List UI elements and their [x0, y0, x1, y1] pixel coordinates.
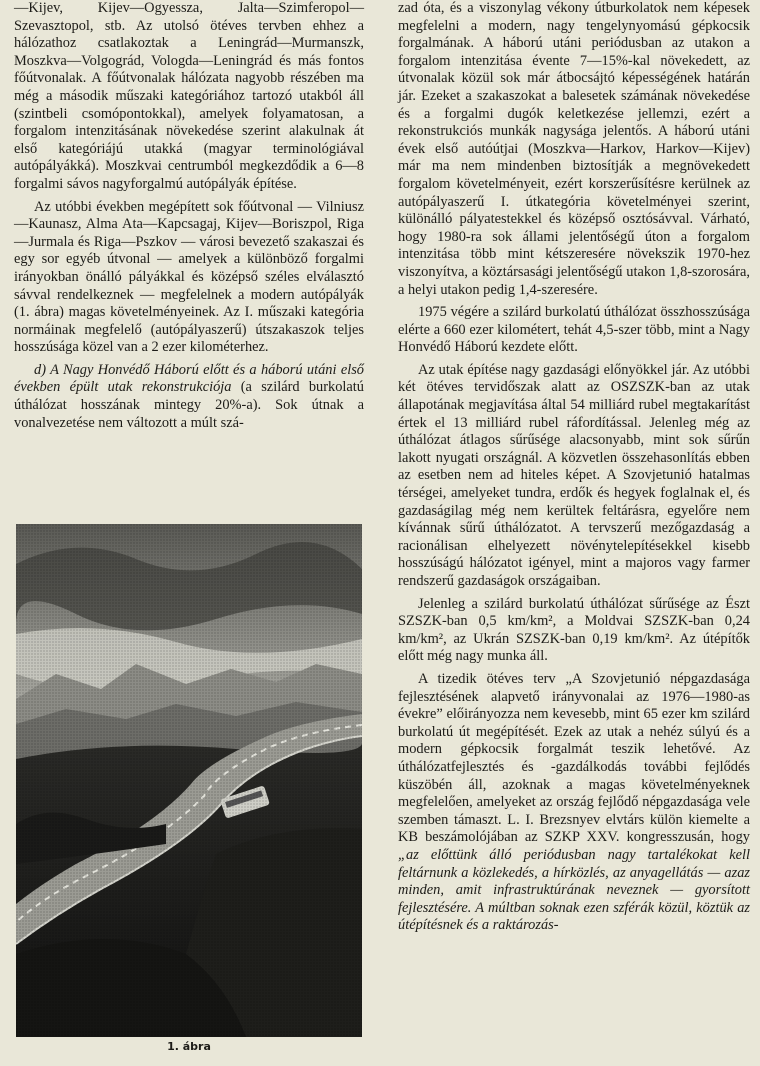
- left-column: [14, 0, 364, 432]
- right-paragraph-4: Jelenleg a szilárd burkolatú úthálózat sűrűsége az Észt SZSZK-ban 0,5 km/km², a Moldvai SZSZK-ban 0,24 km/km², az Ukrán SZSZK-ban 0,19 km/km². Az útépítők előtt még nagy munka áll.: [398, 595, 750, 665]
- figure-caption: 1. ábra: [167, 1040, 211, 1053]
- left-paragraph-1: —Kijev, Kijev—Ogyessza, Jalta—Szimferopol—Szevasztopol, stb. Az utolsó ötéves tervben ehhez a hálózathoz csatlakoztak a Leningrád—Murmanszk, Moszkva—Volgográd, Vologda—Leningrád és más fontos főútvonalak. A főútvonalak hálózata nagyobb részében ma még a második műszaki kategóriához tartozó utakból áll (szintbeli csomópontokkal), amelyek folyamatosan, a forgalom intenzitásának növekedése szerint alakulnak át első kategóriájú utakká (magyar terminológiával autópályákká). Moszkvai centrumból megkezdődik a 6—8 forgalmi sávos nagyforgalmú autópályák építése.: [14, 0, 364, 192]
- brezhnev-quote: „az előttünk álló periódusban nagy tartalékokat kell feltárnunk a közlekedés, a hírközlés, az anyagellátás — azaz minden, amit infrastruktúrának neveznek — gyorsított fejlesztésére. A múltban soknak ezen szférák közül, köztük az útépítésnek és a raktározás-: [398, 846, 750, 934]
- plan-text: A tizedik ötéves terv „A Szovjetunió népgazdasága fejlesztésének alapvető irányvonalai az 1976—1980-as évekre” előirányozza nem kevesebb, mint 65 ezer km szilárd burkolatú út megépítését. Ezek az utak a nehéz súlyú és a modern gépkocsik forgalmát teszik lehetővé. Az úthálózatfejlesztés és -gazdálkodás további fejlődés küszöbén áll, azoknak a magas követelményeknek megfelelően, amelyeket az ország fejlődő népgazdasága vele szemben támaszt. L. I. Brezsnyev elvtárs külön kiemelte a KB beszámolójában az SZKP XXV. kongresszusán, hogy: [398, 670, 750, 846]
- right-paragraph-3: Az utak építése nagy gazdasági előnyökkel jár. Az utóbbi két ötéves tervidőszak alatt az OSZSZK-ban az utak állapotának megjavítása által 54 milliárd rubel megtakarítást értek el 13 milliárd rubel ráfordítással. Jelenleg még az úthálózat átlagos sűrűsége alacsonyabb, mint sok sűrűn lakott nyugati országnál. A közvetlen összehasonlítás ebben az esetben nem ad hiteles képet. A Szovjetunió hatalmas térségei, amelyeket tundra, erdők és hegyek foglalnak el, és gazdaságilag még nem kerültek feltárásra, egyelőre nem kívánnak sűrű úthálózatot. A tervszerű mezőgazdaság a racionálisan elhelyezett növénytelepítésekkel kisebb hosszúságú hálózatot igényel, mint a majoros vagy farmer rendszerű gazdaságok országaiban.: [398, 361, 750, 589]
- right-paragraph-5: [398, 671, 750, 935]
- left-paragraph-2: Az utóbbi években megépített sok főútvonal — Vilniusz—Kaunasz, Alma Ata—Kapcsagaj, Kijev—Boriszpol, Riga—Jurmala és Riga—Pszkov — városi bevezető szakaszai és egy sor egyéb útvonal — amelyek a különböző forgalmi irányokban önálló pályákkal és középső széles elválasztó sávval rendelkeznek — megfelelnek a modern autópályák (1. ábra) magas követelményeinek. Az I. műszaki kategória normáinak megfelelő (autópályaszerű) útszakaszok teljes hosszúsága közel van a 2 ezer kilométerhez.: [14, 198, 364, 356]
- right-column: [398, 0, 750, 935]
- highway-photo-illustration: [16, 524, 362, 1037]
- right-paragraph-2: 1975 végére a szilárd burkolatú úthálózat összhosszúsága elérte a 660 ezer kilométert, tehát 4,5-szer több, mint a Nagy Honvédő Háború kezdete előtt.: [398, 304, 750, 356]
- figure-1-highway-photo: [16, 524, 362, 1037]
- left-paragraph-3: [14, 362, 364, 432]
- section-d-text: (a szilárd burkolatú úthálózat hosszának mintegy 20%-a). Sok útnak a vonalvezetése nem változott a múlt szá-: [14, 379, 364, 431]
- right-paragraph-1: zad óta, és a viszonylag vékony útburkolatok nem képesek megfelelni a modern, nagy tengelynyomású gépkocsik forgalmának. A háború utáni periódusban az utakon a forgalom intenzitása évente 7—15%-kal növekedett, az útvonalak közül sok már átbocsájtó képességének határán jár. Ezeket a szakaszokat a balesetek számának növekedése és a forgalmi dugók keletkezése jellemzi, ezért a rekonstrukciós munkák nagysága jelentős. A háború utáni évek első autóútjai (Moszkva—Harkov, Harkov—Kijev) már ma nem mindenben biztosítják a megnövekedett forgalom követelményeit, ezért korszerűsítésre kerülnek az autópályaszerű I. útkategória követelményei szerint, különálló pályatestekkel és középső osztósávval. Várható, hogy 1980-ra sok állami jelentőségű úton a forgalom intenzitása több mint kétszeresére növekszik 1970-hez viszonyítva, a köztársasági jelentőségű utakon 1,8-szorosára, a helyi utakon pedig 1,4-szeresére.: [398, 0, 750, 298]
- section-d-heading: d) A Nagy Honvédő Háború előtt és a háború utáni első években épült utak rekonstrukciója: [14, 361, 364, 396]
